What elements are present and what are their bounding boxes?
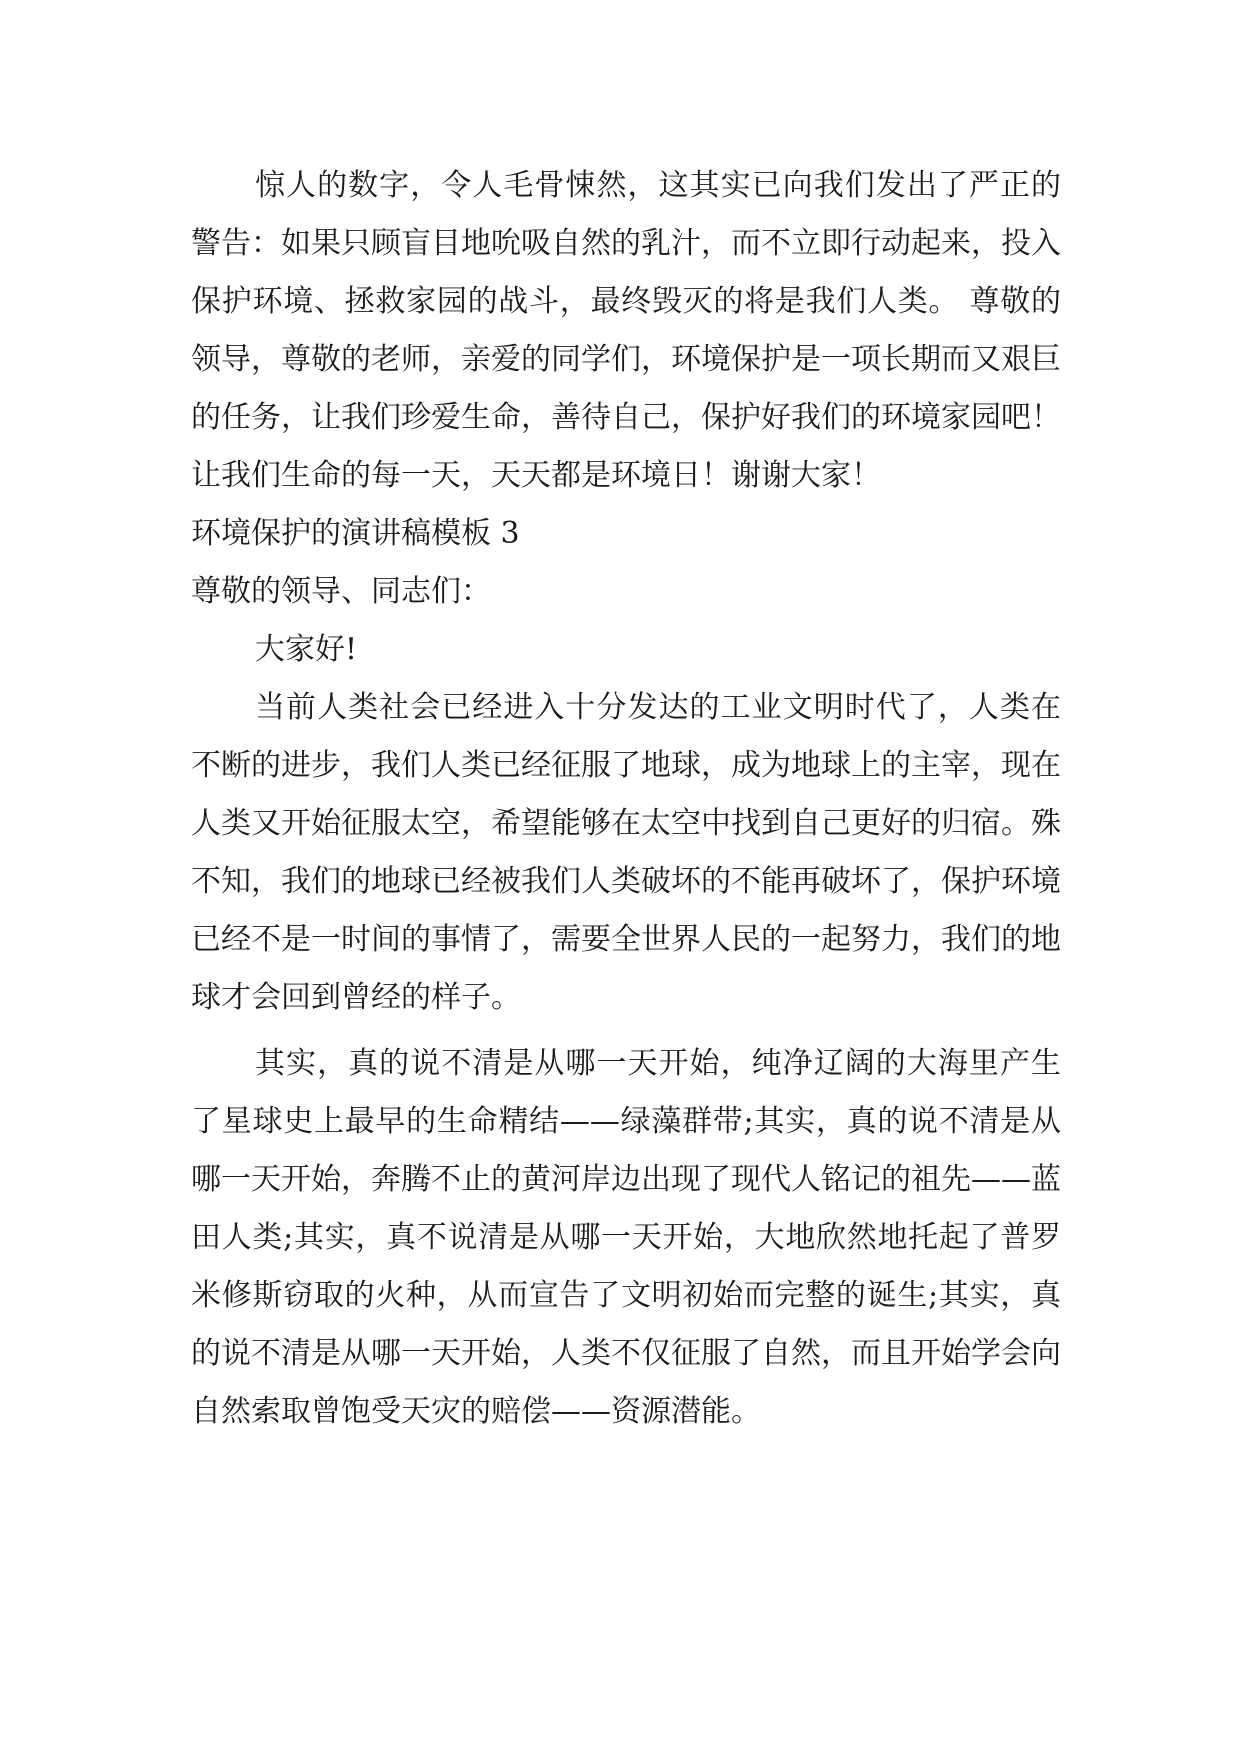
- section-heading: 环境保护的演讲稿模板 3: [191, 516, 520, 551]
- paragraph-industrial-civilization: 当前人类社会已经进入十分发达的工业文明时代了，人类在不断的进步，我们人类已经征服了地球，成为地球上的主宰，现在人类又开始征服太空，希望能够在太空中找到自己更好的归宿。殊不知，我们的地球已经被我们人类破坏的不能再破坏了，保护环境已经不是一时间的事情了，需要全世界人民的一起努力，我们的地球才会回到曾经的样子。: [191, 690, 1061, 1015]
- salutation: 尊敬的领导、同志们：: [191, 574, 491, 609]
- paragraph-closing-remarks: 惊人的数字，令人毛骨悚然，这其实已向我们发出了严正的警告：如果只顾盲目地吮吸自然的乳汁，而不立即行动起来，投入保护环境、拯救家园的战斗，最终毁灭的将是我们人类。 尊敬的领导，尊敬的老师，亲爱的同学们，环境保护是一项长期而又艰巨的任务，让我们珍爱生命，善待自己，保护好我们的环境家园吧！让我们生命的每一天，天天都是环境日！谢谢大家！: [191, 168, 1061, 493]
- document-body: [191, 157, 1061, 1441]
- paragraph-history-of-life: 其实，真的说不清是从哪一天开始，纯净辽阔的大海里产生了星球史上最早的生命精结——绿藻群带;其实，真的说不清是从哪一天开始，奔腾不止的黄河岸边出现了现代人铭记的祖先——蓝田人类;其实，真不说清是从哪一天开始，大地欣然地托起了普罗米修斯窃取的火种，从而宣告了文明初始而完整的诞生;其实，真的说不清是从哪一天开始，人类不仅征服了自然，而且开始学会向自然索取曾饱受天灾的赔偿——资源潜能。: [191, 1046, 1061, 1429]
- greeting: 大家好!: [255, 632, 358, 667]
